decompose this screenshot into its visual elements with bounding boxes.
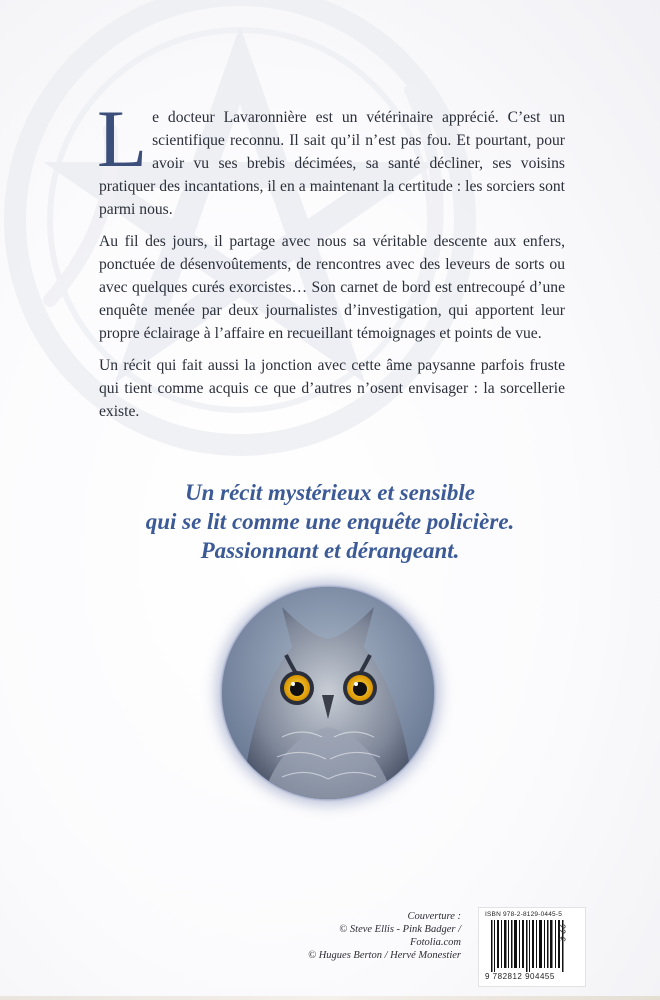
barcode-icon xyxy=(491,920,565,972)
owl-icon xyxy=(222,587,434,799)
isbn-number: ISBN 978-2-8129-0445-5 xyxy=(485,911,563,918)
owl-photo xyxy=(222,587,434,799)
dropcap-letter: L xyxy=(97,93,148,184)
barcode-label xyxy=(478,907,586,987)
credits-label: Couverture : xyxy=(407,911,461,922)
credits-line-2: © Hugues Berton / Hervé Monestier xyxy=(308,950,461,961)
paragraph-3: Un récit qui fait aussi la jonction avec cette âme paysanne parfois fruste qui tient comme acquis ce que d’autres n’osent envisager : la sorcellerie existe. xyxy=(99,357,565,420)
paragraph-1 xyxy=(97,93,565,221)
paragraph-1-text: e docteur Lavaronnière est un vétérinaire apprécié. C’est un scientifique reconnu. Il sait qu’il n’est pas fou. Et pourtant, pour avoir vu ses brebis décimées, sa santé décliner, ses voisins pratiquer des incantations, il en a maintenant la certitude : les sorciers sont parmi nous. xyxy=(99,109,565,218)
synopsis xyxy=(97,93,565,432)
barcode-digits: 9 782812 904455 xyxy=(485,972,555,981)
tagline-line-2: qui se lit comme une enquête policière. xyxy=(145,509,515,534)
cover-credits xyxy=(300,910,461,962)
tagline-line-3: Passionnant et dérangeant. xyxy=(200,538,460,563)
tagline xyxy=(100,478,560,565)
paragraph-2: Au fil des jours, il partage avec nous sa véritable descente aux enfers, ponctuée de désenvoûtements, de rencontres avec des leveurs de sorts ou avec quelques curés exorcistes… Son carnet de bord est entrecoupé d’une enquête menée par deux journalistes d’investigation, qui apportent leur propre éclairage à l’affaire en recueillant témoignages et points de vue. xyxy=(99,233,565,342)
credits-line-1: © Steve Ellis - Pink Badger / Fotolia.com xyxy=(339,924,461,948)
price-label: 22 € xyxy=(557,924,567,942)
tagline-line-1: Un récit mystérieux et sensible xyxy=(184,480,476,505)
